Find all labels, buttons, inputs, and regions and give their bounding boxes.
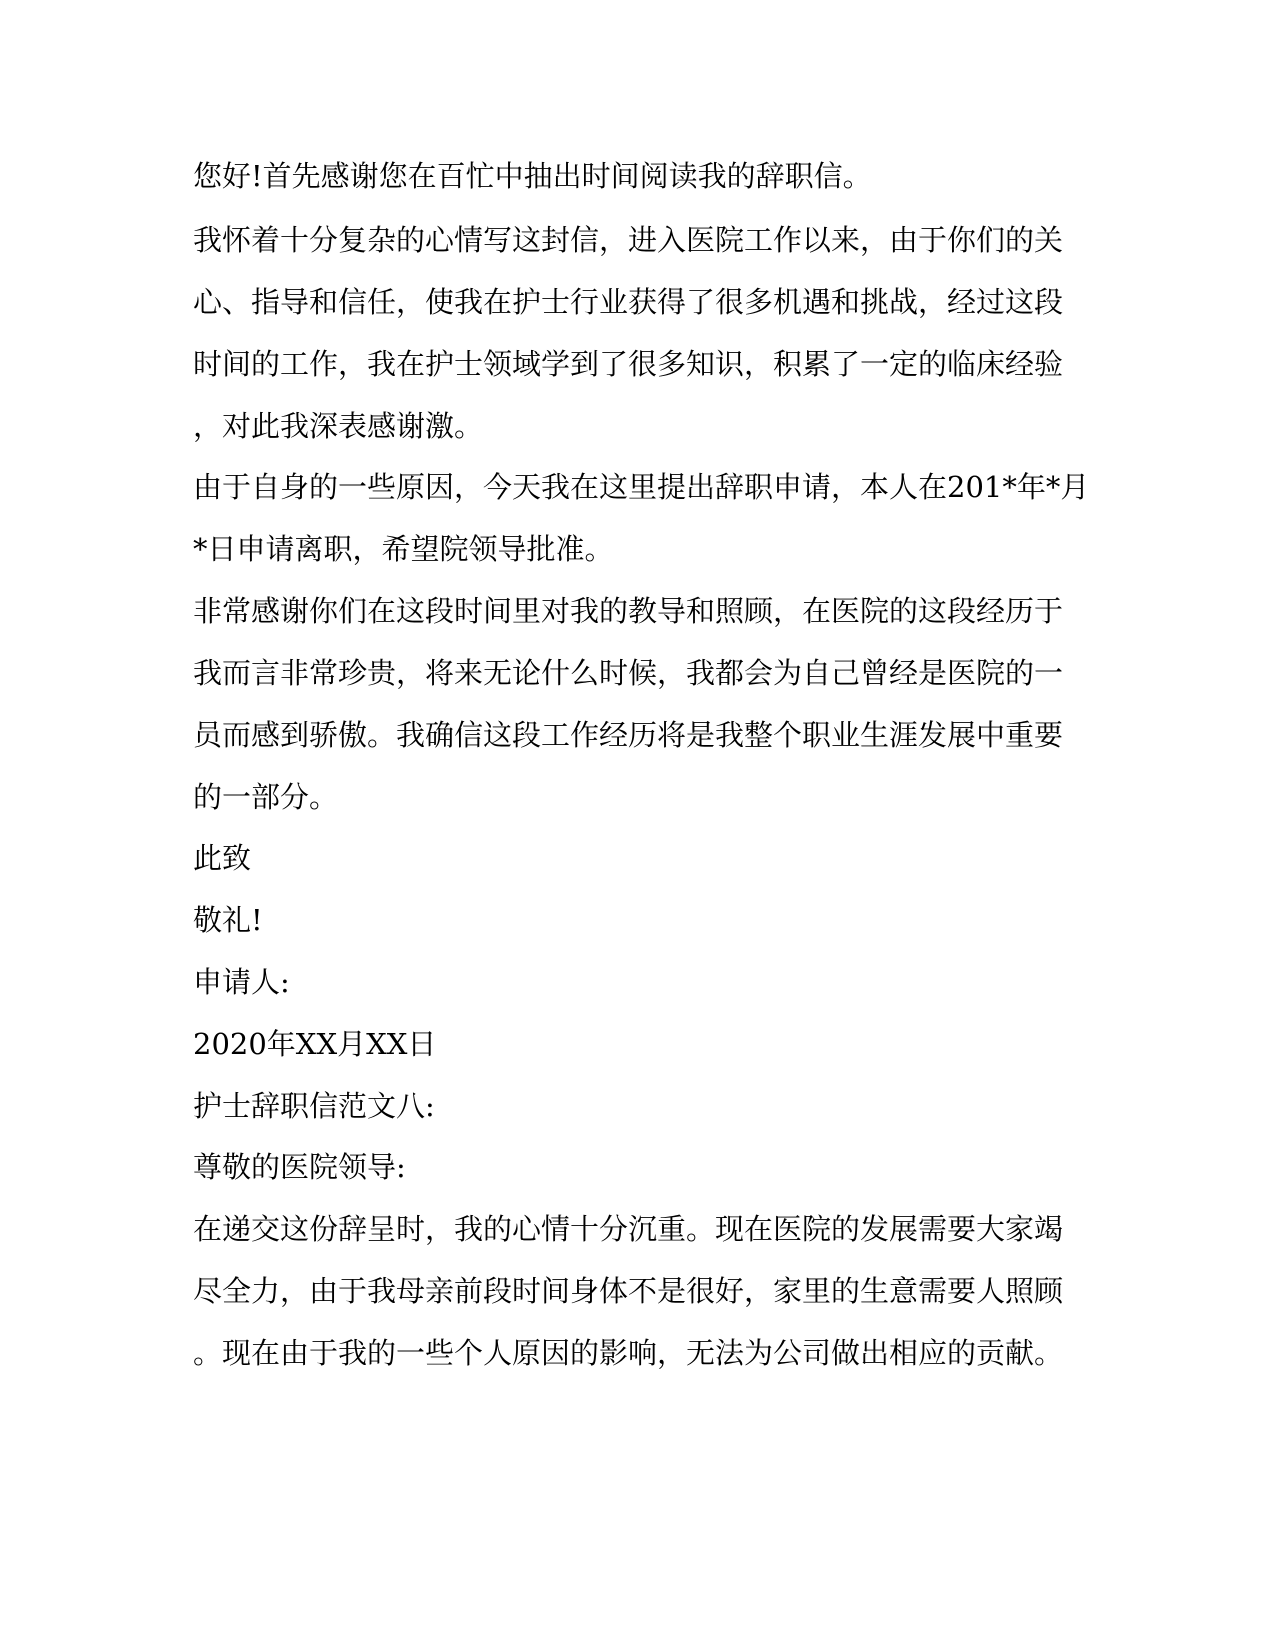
body-line: 心、指导和信任，使我在护士行业获得了很多机遇和挑战，经过这段 (193, 285, 1064, 319)
applicant-label: 申请人: (193, 965, 290, 999)
body-line: 时间的工作，我在护士领域学到了很多知识，积累了一定的临床经验 (193, 347, 1064, 381)
body-line: 我怀着十分复杂的心情写这封信，进入医院工作以来，由于你们的关 (193, 223, 1064, 257)
body-line: 在递交这份辞呈时，我的心情十分沉重。现在医院的发展需要大家竭 (193, 1212, 1064, 1246)
body-line: ，对此我深表感谢激。 (193, 409, 484, 443)
section-heading: 护士辞职信范文八: (193, 1089, 435, 1123)
body-line: 非常感谢你们在这段时间里对我的教导和照顾，在医院的这段经历于 (193, 594, 1064, 628)
body-line: 的一部分。 (193, 780, 339, 814)
body-line: 由于自身的一些原因，今天我在这里提出辞职申请，本人在201*年*月 (193, 470, 1090, 504)
body-line: 员而感到骄傲。我确信这段工作经历将是我整个职业生涯发展中重要 (193, 718, 1064, 752)
salutation-line: 尊敬的医院领导: (193, 1150, 406, 1184)
body-line: 。现在由于我的一些个人原因的影响，无法为公司做出相应的贡献。 (193, 1336, 1064, 1370)
closing-salutation: 敬礼! (193, 903, 263, 937)
body-line: 尽全力，由于我母亲前段时间身体不是很好，家里的生意需要人照顾 (193, 1274, 1064, 1308)
body-line: *日申请离职，希望院领导批准。 (193, 532, 614, 566)
closing-line: 此致 (193, 841, 252, 875)
body-line: 我而言非常珍贵，将来无论什么时候，我都会为自己曾经是医院的一 (193, 656, 1064, 690)
greeting-line: 您好!首先感谢您在百忙中抽出时间阅读我的辞职信。 (193, 159, 872, 193)
date-line: 2020年XX月XX日 (193, 1027, 437, 1061)
